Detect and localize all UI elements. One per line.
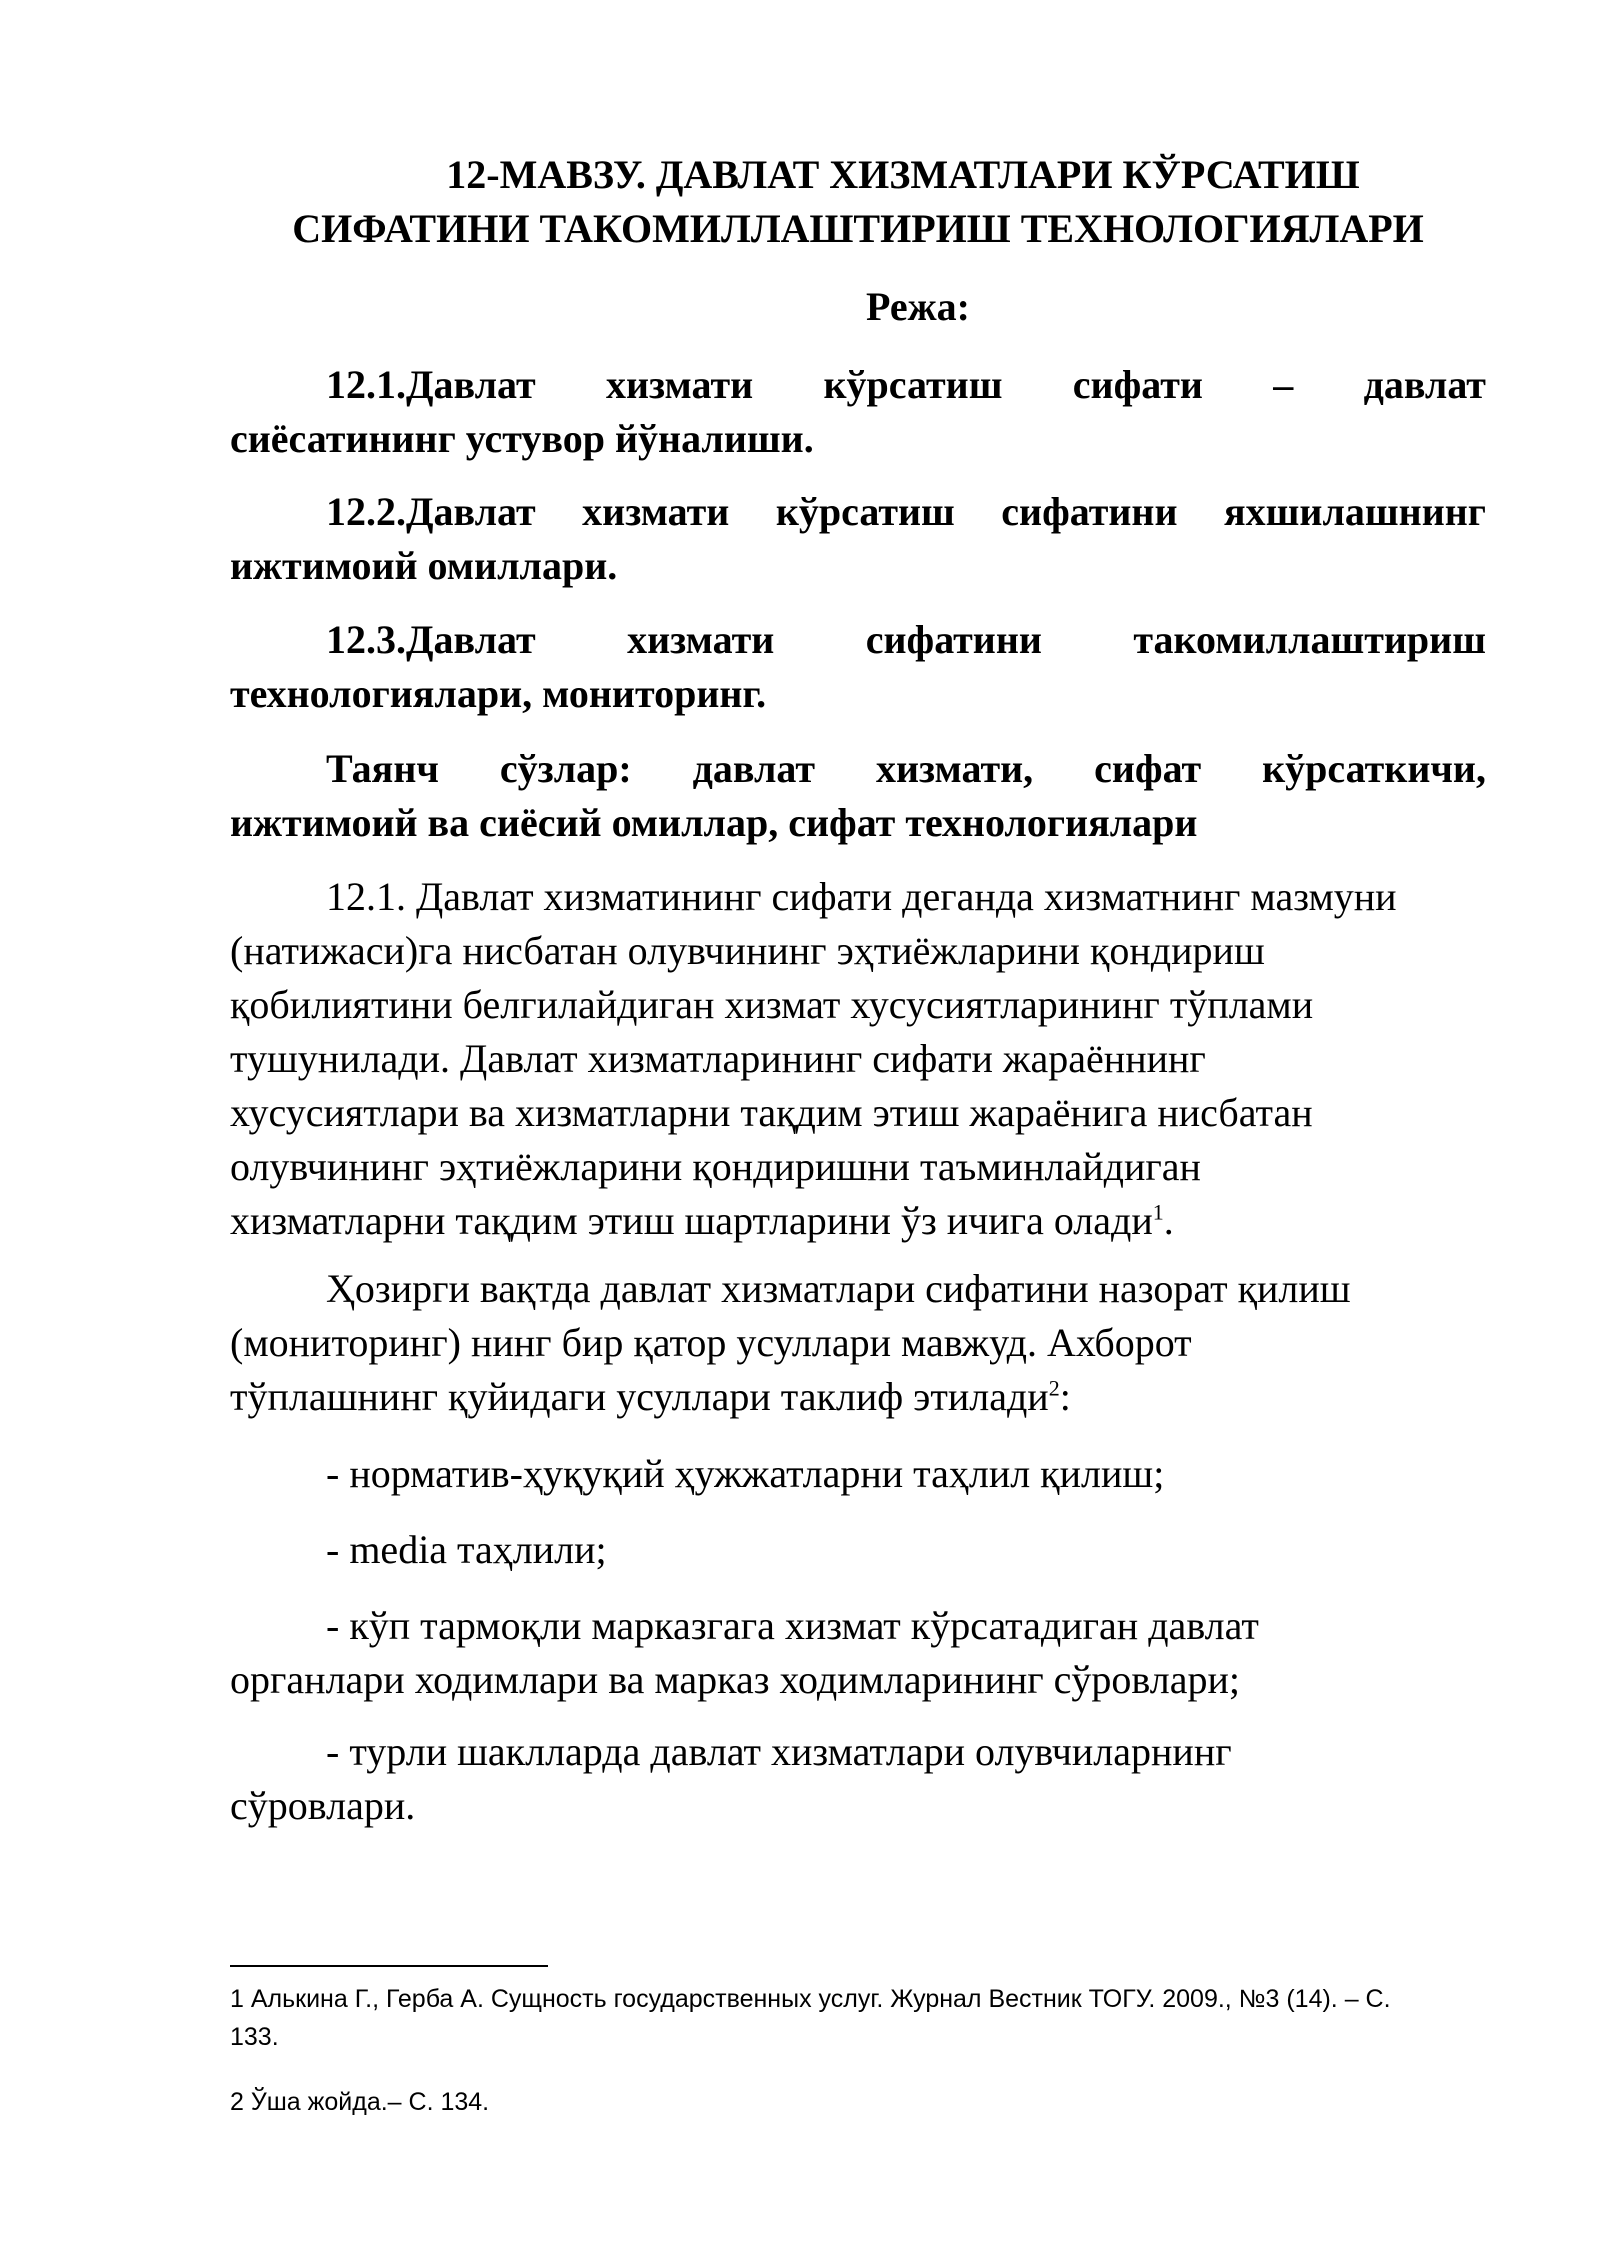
paragraph-line: қобилиятини белгилайдиган хизмат хусусиятларининг тўплами: [230, 982, 1314, 1027]
keyword-word: давлат: [692, 746, 816, 791]
list-item-line: - турли шаклларда давлат хизматлари олувчиларнинг: [326, 1729, 1232, 1774]
plan-word: хизмати: [605, 362, 754, 407]
paragraph-text: хизматларни тақдим этиш шартларини ўз ичига олади: [230, 1198, 1153, 1243]
keywords-line-2: ижтимоий ва сиёсий омиллар, сифат технологиялари: [230, 800, 1198, 845]
paragraph-text: .: [1163, 1198, 1174, 1243]
list-item: [230, 1599, 1486, 1707]
paragraph-line: олувчининг эҳтиёжларини қондиришни таъминлайдиган: [230, 1144, 1201, 1189]
footnote-line: 133.: [230, 2023, 279, 2051]
plan-word: хизмати: [582, 489, 730, 534]
plan-item-2-line-2: ижтимоий омиллари.: [230, 543, 618, 588]
footnote-ref-1[interactable]: 1: [1152, 1199, 1164, 1225]
keyword-word: кўрсаткичи,: [1262, 746, 1486, 791]
paragraph-line: 12.1. Давлат хизматининг сифати деганда хизматнинг мазмуни: [326, 874, 1397, 919]
list-item-line: - кўп тармоқли марказгага хизмат кўрсатадиган давлат: [326, 1603, 1259, 1648]
plan-word: сифатини: [1001, 489, 1178, 534]
plan-item-3-line-2: технологиялари, мониторинг.: [230, 671, 767, 716]
plan-item-2: [230, 485, 1486, 593]
footnote-line: 2 Ўша жойда.– С. 134.: [230, 2088, 490, 2116]
keywords-line-1: [230, 742, 1486, 796]
list-item-line: - норматив-ҳуқуқий ҳужжатларни таҳлил қилиш;: [326, 1451, 1165, 1496]
plan-word: 12.3.Давлат: [326, 617, 536, 662]
plan-word: сифати: [1072, 362, 1203, 407]
paragraph-text: тўплашнинг қуйидаги усуллари таклиф этилади: [230, 1374, 1049, 1419]
footnote-ref-2[interactable]: 2: [1048, 1375, 1060, 1401]
plan-word: –: [1273, 362, 1294, 407]
footnote-separator: [230, 1965, 548, 1967]
plan-word: яхшилашнинг: [1223, 489, 1486, 534]
plan-word: кўрсатиш: [775, 489, 955, 534]
paragraph-line: (натижаси)га нисбатан олувчининг эҳтиёжларини қондириш: [230, 928, 1265, 973]
list-item-line: органлари ходимлари ва марказ ходимларининг сўровлари;: [230, 1657, 1240, 1702]
footnote-1: [230, 1980, 1486, 2056]
list-item: [230, 1725, 1486, 1833]
paragraph-2: [230, 1262, 1486, 1424]
keyword-word: сифат: [1094, 746, 1202, 791]
plan-item-3: [230, 613, 1486, 721]
plan-word: 12.1.Давлат: [326, 362, 536, 407]
plan-word: давлат: [1363, 362, 1486, 407]
paragraph-last-line: [230, 1370, 1486, 1424]
paragraph-line: хусусиятлари ва хизматларни тақдим этиш жараёнига нисбатан: [230, 1090, 1313, 1135]
plan-word: такомиллаштириш: [1133, 617, 1486, 662]
footnote-line: 1 Алькина Г., Герба А. Сущность государственных услуг. Журнал Вестник ТОГУ. 2009., №3 (14). – С.: [230, 1985, 1391, 2013]
plan-item-1-line-1: [230, 358, 1486, 412]
title-line-1: 12-МАВЗУ. ДАВЛАТ ХИЗМАТЛАРИ КЎРСАТИШ: [446, 152, 1360, 197]
page-title: [230, 148, 1486, 256]
paragraph-last-line: [230, 1194, 1486, 1248]
plan-item-2-line-1: [230, 485, 1486, 539]
title-line-2: СИФАТИНИ ТАКОМИЛЛАШТИРИШ ТЕХНОЛОГИЯЛАРИ: [292, 206, 1424, 251]
paragraph-line: (мониторинг) нинг бир қатор усуллари мавжуд. Ахборот: [230, 1320, 1192, 1365]
list-item: [230, 1523, 1486, 1577]
list-item-line: сўровлари.: [230, 1783, 416, 1828]
plan-word: сифатини: [865, 617, 1042, 662]
plan-item-1-line-2: сиёсатининг устувор йўналиши.: [230, 416, 814, 461]
plan-item-1: [230, 358, 1486, 466]
paragraph-line: тушунилади. Давлат хизматларининг сифати жараённинг: [230, 1036, 1206, 1081]
list-item-line: - media таҳлили;: [326, 1527, 607, 1572]
keyword-word: хизмати,: [875, 746, 1034, 791]
keyword-word: Таянч: [326, 746, 439, 791]
paragraph-line: Ҳозирги вақтда давлат хизматлари сифатини назорат қилиш: [326, 1266, 1351, 1311]
list-item: [230, 1447, 1486, 1501]
keyword-word: сўзлар:: [499, 746, 632, 791]
plan-heading: Режа:: [866, 284, 970, 329]
plan-word: хизмати: [627, 617, 775, 662]
paragraph-text: :: [1059, 1374, 1071, 1419]
paragraph-1: [230, 870, 1486, 1248]
footnote-2: [230, 2083, 1486, 2121]
plan-word: 12.2.Давлат: [326, 489, 536, 534]
keywords: [230, 742, 1486, 850]
plan-word: кўрсатиш: [823, 362, 1003, 407]
plan-item-3-line-1: [230, 613, 1486, 667]
